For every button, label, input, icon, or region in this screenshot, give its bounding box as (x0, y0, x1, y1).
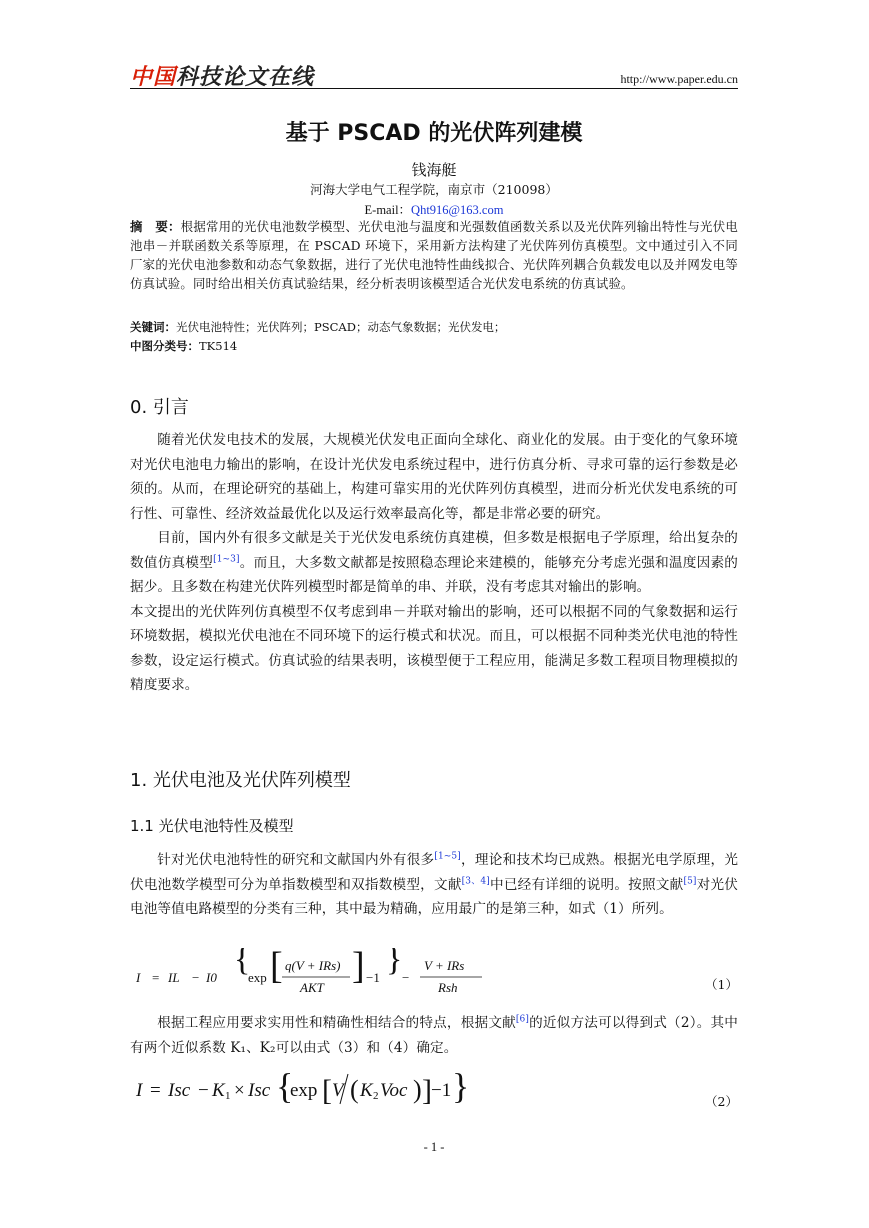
citation-link[interactable]: [1~5] (434, 851, 461, 862)
eq2-right-paren: ) (413, 1075, 422, 1104)
equation-2-graphic (130, 1066, 738, 1110)
keywords-text: 光伏电池特性；光伏阵列；PSCAD；动态气象数据；光伏发电； (176, 320, 506, 334)
logo-text-red: 中国 (130, 65, 177, 90)
eq2-K1: K (212, 1080, 225, 1101)
eq1-minus-one: −1 (366, 970, 380, 985)
eq2-Voc: Voc (380, 1080, 408, 1101)
page-number: - 1 - (423, 1140, 445, 1154)
eq2-left-bracket: [ (322, 1074, 332, 1107)
paragraph-text: 根据工程应用要求实用性和精确性相结合的特点，根据文献 (157, 1015, 516, 1031)
eq1-numerator-2: V + IRs (424, 958, 465, 973)
section-1-title: 1. 光伏电池及光伏阵列模型 (130, 770, 351, 791)
equation-2-number: （2） (705, 1094, 738, 1109)
paragraph-text: 中已经有详细的说明。按照文献 (489, 876, 684, 893)
equation-1-graphic (130, 948, 738, 998)
eq2-minus-one: −1 (431, 1080, 452, 1101)
paragraph-text: 。而且，大多数文献都是按照稳态理论来建模的，能够充分考虑光强和温度因素的据少。且多数在构建光伏阵列模型时都是简单的串、并联，没有考虑其对输出的影响。 (130, 554, 738, 595)
eq2-exp: exp (290, 1080, 318, 1101)
site-logo (130, 60, 314, 91)
section-1-1-body (130, 848, 738, 922)
paragraph (130, 1011, 738, 1060)
paper-affiliation: 河海大学电气工程学院，南京市（210098） (310, 182, 558, 197)
keywords-label: 关键词： (130, 320, 176, 334)
email-label: E-mail： (364, 203, 412, 217)
eq2-right-brace: } (452, 1066, 470, 1106)
paper-email (130, 200, 738, 218)
abstract-label: 摘 要： (130, 219, 181, 234)
citation-link[interactable]: [3、4] (461, 875, 490, 886)
section-0-title: 0. 引言 (130, 397, 189, 418)
eq1-equals: = (152, 970, 160, 985)
eq1-denominator: AKT (300, 980, 324, 995)
eq1-exp: exp (248, 970, 267, 985)
email-link[interactable]: Qht916@163.com (411, 203, 504, 217)
classification-label: 中图分类号： (130, 339, 199, 353)
paragraph-text: 针对光伏电池特性的研究和文献国内外有很多 (157, 852, 435, 868)
eq1-right-brace: } (386, 948, 403, 978)
eq2-right-bracket: ] (422, 1074, 432, 1107)
eq1-I0: I0 (206, 970, 217, 985)
eq2-I: I (136, 1080, 143, 1101)
keywords (130, 318, 738, 336)
paragraph-text: 对光伏电池等值电路模型的分类有三种，其中最为精确，应用最广的是第三种，如式（1）所列。 (130, 876, 738, 917)
section-1-1-body-2 (130, 1011, 738, 1060)
eq2-K1-sub: 1 (225, 1090, 231, 1102)
logo-text-dark: 科技论文在线 (176, 65, 315, 90)
paragraph (130, 848, 738, 922)
classification (130, 337, 738, 355)
eq1-left-bracket: [ (270, 948, 283, 987)
eq2-left-brace: { (276, 1066, 294, 1106)
eq2-times: × (234, 1080, 245, 1101)
paragraph: 随着光伏发电技术的发展，大规模光伏发电正面向全球化、商业化的发展。由于变化的气象环境对光伏电池电力输出的影响，在设计光伏发电系统过程中，进行仿真分析、寻求可靠的运行参数是必须的。从而，在理论研究的基础上，构建可靠实用的光伏阵列仿真模型，进而分析光伏发电系统的可行性、可靠性、经济效益最优化以及运行效率最高化等，都是非常必要的研究。 (130, 432, 738, 522)
eq1-I: I (136, 970, 141, 985)
equation-2 (130, 1066, 738, 1110)
paragraph-text: 的近似方法可以得到式（2）。其中有两个近似系数 K₁、K₂可以由式（3）和（4）确定。 (130, 1015, 738, 1056)
eq2-K2-sub: 2 (373, 1090, 379, 1102)
equation-1-number: （1） (705, 977, 738, 992)
paragraph-text: 目前，国内外有很多文献是关于光伏发电系统仿真建模，但多数是根据电子学原理，给出复杂的数值仿真模型 (130, 530, 738, 571)
eq2-K2: K (360, 1080, 373, 1101)
eq2-equals: = (150, 1080, 161, 1101)
eq1-minus: − (192, 970, 200, 985)
header-url[interactable]: http://www.paper.edu.cn (620, 72, 738, 86)
eq1-right-bracket: ] (352, 948, 365, 987)
abstract (130, 217, 738, 293)
eq1-denominator-2: Rsh (438, 980, 458, 995)
abstract-text: 根据常用的光伏电池数学模型、光伏电池与温度和光强数值函数关系以及光伏阵列输出特性与光伏电池串－并联函数关系等原理，在 PSCAD 环境下，采用新方法构建了光伏阵列仿真模型。文中通过引入不同厂家的光伏电池参数和动态气象数据，进行了光伏电池特性曲线拟合、光伏阵列耦合负载发电以及并网发电等仿真试验。同时给出相关仿真试验结果，经分析表明该模型适合光伏发电系统的仿真试验。 (130, 219, 738, 291)
classification-number: TK514 (199, 339, 238, 353)
eq2-V: V (332, 1080, 344, 1101)
section-1-1-title: 1.1 光伏电池特性及模型 (130, 817, 294, 835)
section-0-body (130, 428, 738, 698)
equation-1 (130, 948, 738, 998)
header-divider (130, 88, 738, 89)
paragraph: 本文提出的光伏阵列仿真模型不仅考虑到串－并联对输出的影响，还可以根据不同的气象数据和运行环境数据，模拟光伏电池在不同环境下的运行模式和状况。而且，可以根据不同种类光伏电池的特性参数，设定运行模式。仿真试验的结果表明，该模型便于工程应用，能满足多数工程项目物理模拟的精度要求。 (130, 603, 738, 693)
citation-link[interactable]: [5] (683, 875, 697, 886)
paper-author: 钱海艇 (411, 161, 457, 179)
eq1-minus-2: − (402, 970, 410, 985)
eq1-numerator: q(V + IRs) (285, 958, 341, 973)
paragraph (130, 526, 738, 600)
eq2-minus: − (198, 1080, 209, 1101)
eq2-Isc-2: Isc (248, 1080, 271, 1101)
paper-title: 基于 PSCAD 的光伏阵列建模 (285, 121, 583, 146)
eq2-left-paren: ( (350, 1075, 359, 1104)
citation-link[interactable]: [1~3] (213, 553, 240, 564)
eq1-IL: IL (168, 970, 180, 985)
citation-link[interactable]: [6] (515, 1014, 529, 1025)
eq1-left-brace: { (234, 948, 251, 978)
eq2-Isc: Isc (168, 1080, 191, 1101)
paragraph-text: ，理论和技术均已成熟。根据光电学原理，光伏电池数学模型可分为单指数模型和双指数模型，文献 (130, 852, 739, 893)
